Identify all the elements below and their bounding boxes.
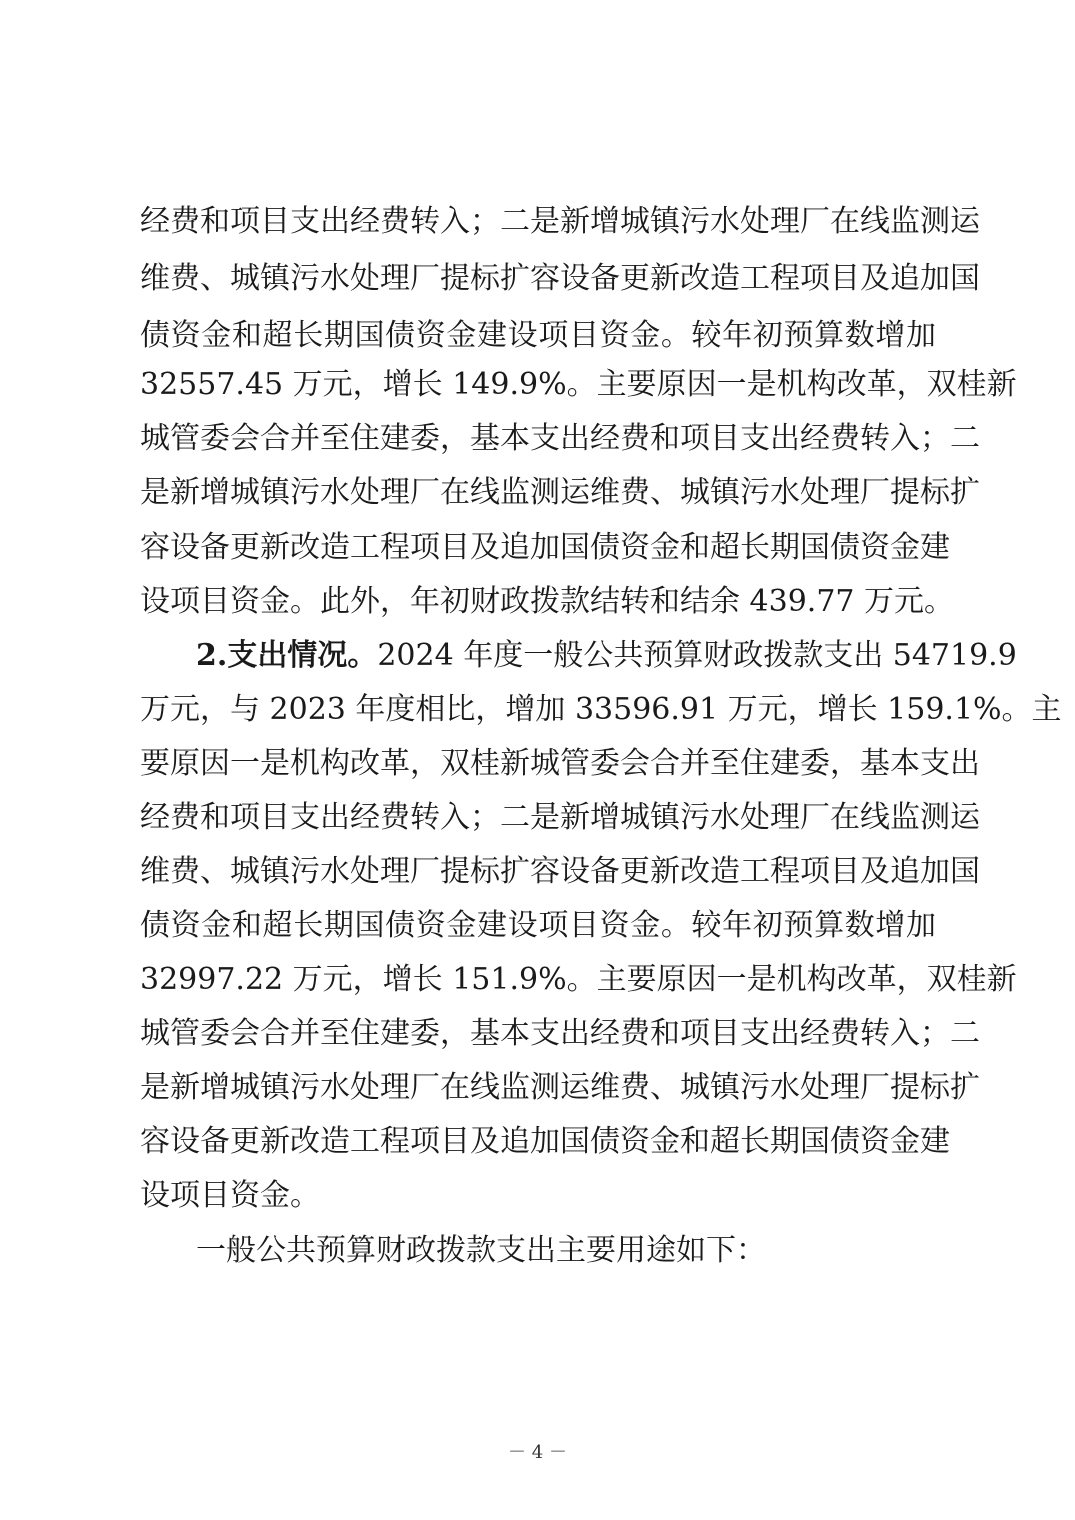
paragraph-line: 容设备更新改造工程项目及追加国债资金和超长期国债资金建 <box>140 1124 950 1159</box>
paragraph-line: 一般公共预算财政拨款支出主要用途如下： <box>196 1233 766 1268</box>
paragraph-line: 设项目资金。 <box>140 1178 320 1213</box>
paragraph-line: 经费和项目支出经费转入；二是新增城镇污水处理厂在线监测运 <box>140 204 980 239</box>
paragraph-line: 债资金和超长期国债资金建设项目资金。较年初预算数增加 <box>140 908 936 943</box>
paragraph-line: 维费、城镇污水处理厂提标扩容设备更新改造工程项目及追加国 <box>140 261 980 296</box>
paragraph-line: 是新增城镇污水处理厂在线监测运维费、城镇污水处理厂提标扩 <box>140 475 980 510</box>
paragraph-line: 维费、城镇污水处理厂提标扩容设备更新改造工程项目及追加国 <box>140 854 980 889</box>
paragraph-line: 城管委会合并至住建委，基本支出经费和项目支出经费转入；二 <box>140 421 980 456</box>
paragraph-line: 32997.22 万元，增长 151.9%。主要原因一是机构改革，双桂新 <box>140 962 1017 997</box>
section-heading-rest: 2024 年度一般公共预算财政拨款支出 54719.9 <box>377 638 1017 673</box>
paragraph-line: 设项目资金。此外，年初财政拨款结转和结余 439.77 万元。 <box>140 584 955 619</box>
paragraph-line: 32557.45 万元，增长 149.9%。主要原因一是机构改革，双桂新 <box>140 367 1017 402</box>
paragraph-line: 是新增城镇污水处理厂在线监测运维费、城镇污水处理厂提标扩 <box>140 1070 980 1105</box>
paragraph-line: 万元，与 2023 年度相比，增加 33596.91 万元，增长 159.1%。主 <box>140 692 1062 727</box>
paragraph-line: 债资金和超长期国债资金建设项目资金。较年初预算数增加 <box>140 318 936 353</box>
section-heading: 2.支出情况。 <box>196 638 378 673</box>
section-heading-line <box>196 627 1017 685</box>
paragraph-line: 经费和项目支出经费转入；二是新增城镇污水处理厂在线监测运 <box>140 800 980 835</box>
paragraph-line: 容设备更新改造工程项目及追加国债资金和超长期国债资金建 <box>140 530 950 565</box>
page-number: － 4 － <box>508 1442 567 1463</box>
paragraph-line: 要原因一是机构改革，双桂新城管委会合并至住建委，基本支出 <box>140 746 980 781</box>
paragraph-line: 城管委会合并至住建委，基本支出经费和项目支出经费转入；二 <box>140 1016 980 1051</box>
